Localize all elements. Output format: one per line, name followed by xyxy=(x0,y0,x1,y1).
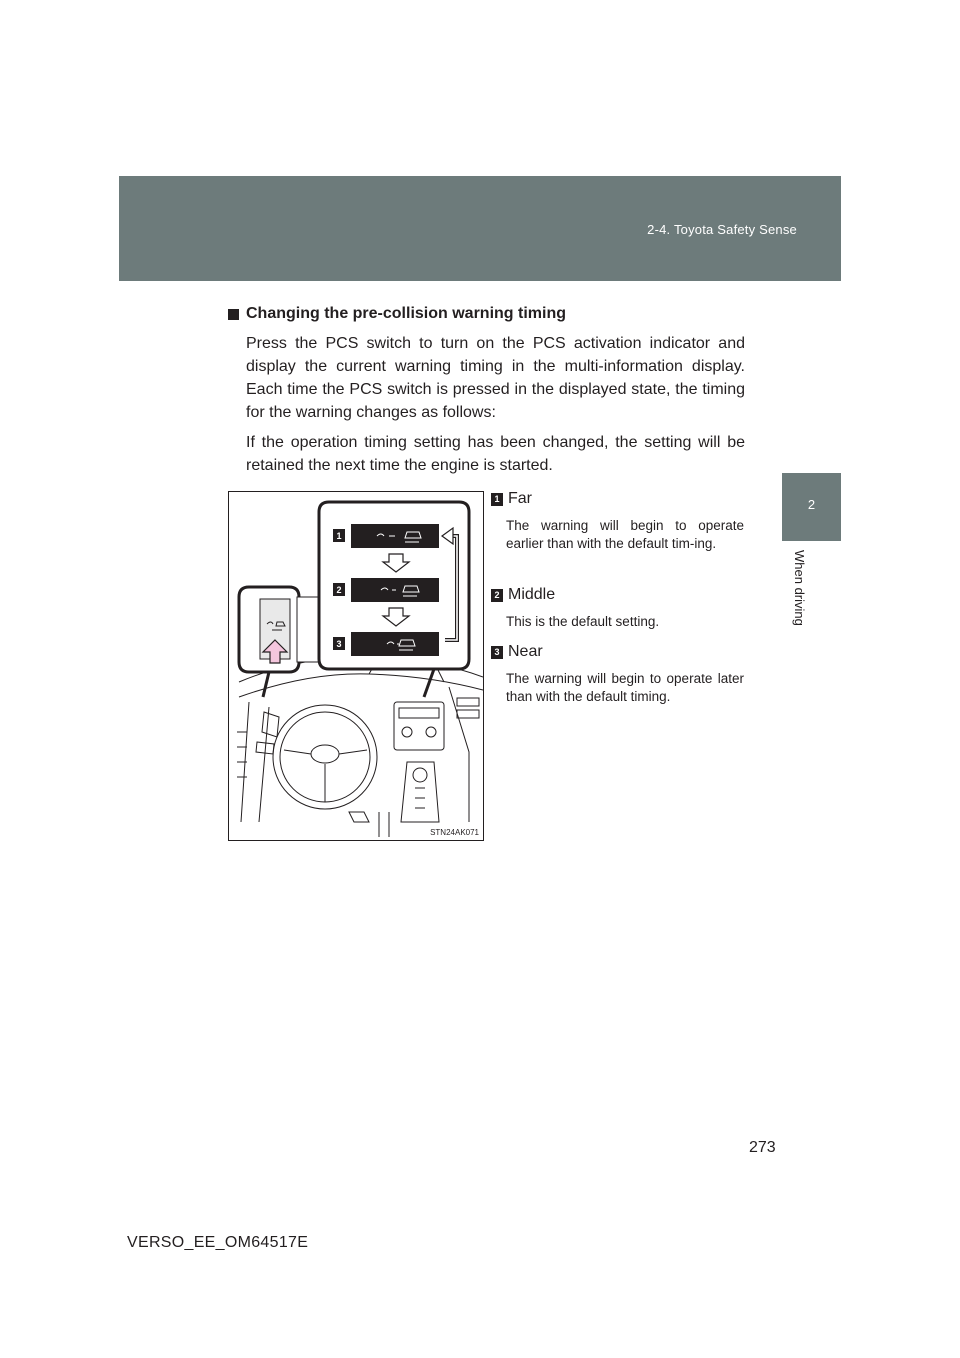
item-number: 1 xyxy=(491,493,503,506)
item-title: Near xyxy=(508,643,543,660)
header-band xyxy=(119,176,841,281)
section-title: 2-4. Toyota Safety Sense xyxy=(647,222,797,237)
page-number: 273 xyxy=(749,1139,776,1156)
chapter-tab[interactable] xyxy=(782,473,841,541)
item-title: Middle xyxy=(508,586,556,603)
item-description: The warning will begin to operate earlier than with the default tim-ing. xyxy=(506,518,744,551)
item-title: Far xyxy=(508,490,532,507)
item-description: This is the default setting. xyxy=(506,614,660,629)
timing-item-near xyxy=(491,643,745,706)
pcs-switch-balloon xyxy=(239,587,319,697)
square-bullet-icon xyxy=(228,309,239,320)
item-number: 2 xyxy=(491,589,503,602)
item-number: 3 xyxy=(491,646,503,659)
callout-1-label: 1 xyxy=(336,531,342,541)
illustration-svg xyxy=(229,492,483,840)
paragraph-retention: If the operation timing setting has been changed, the setting will be retained the next time the engine is started. xyxy=(246,434,745,474)
timing-item-far xyxy=(491,490,745,553)
callout-3-label: 3 xyxy=(336,639,342,649)
document-code: VERSO_EE_OM64517E xyxy=(127,1234,309,1251)
display-balloon xyxy=(319,502,469,697)
display-near xyxy=(351,632,439,656)
dashboard-drawing xyxy=(237,652,483,837)
timing-item-middle xyxy=(491,586,745,631)
figure-id: STN24AK071 xyxy=(430,828,479,837)
chapter-label: When driving xyxy=(792,550,807,626)
section-heading xyxy=(228,305,566,323)
dashboard-illustration xyxy=(228,491,484,841)
heading-text: Changing the pre-collision warning timing xyxy=(246,305,566,322)
callout-2-label: 2 xyxy=(336,585,342,595)
item-description: The warning will begin to operate later than with the default timing. xyxy=(506,671,744,704)
chapter-number: 2 xyxy=(807,497,816,512)
paragraph-instructions: Press the PCS switch to turn on the PCS activation indicator and display the current warning timing in the multi-information display. Each time the PCS switch is pressed in the displayed state, the timing for the warning changes as follows: xyxy=(246,335,745,421)
